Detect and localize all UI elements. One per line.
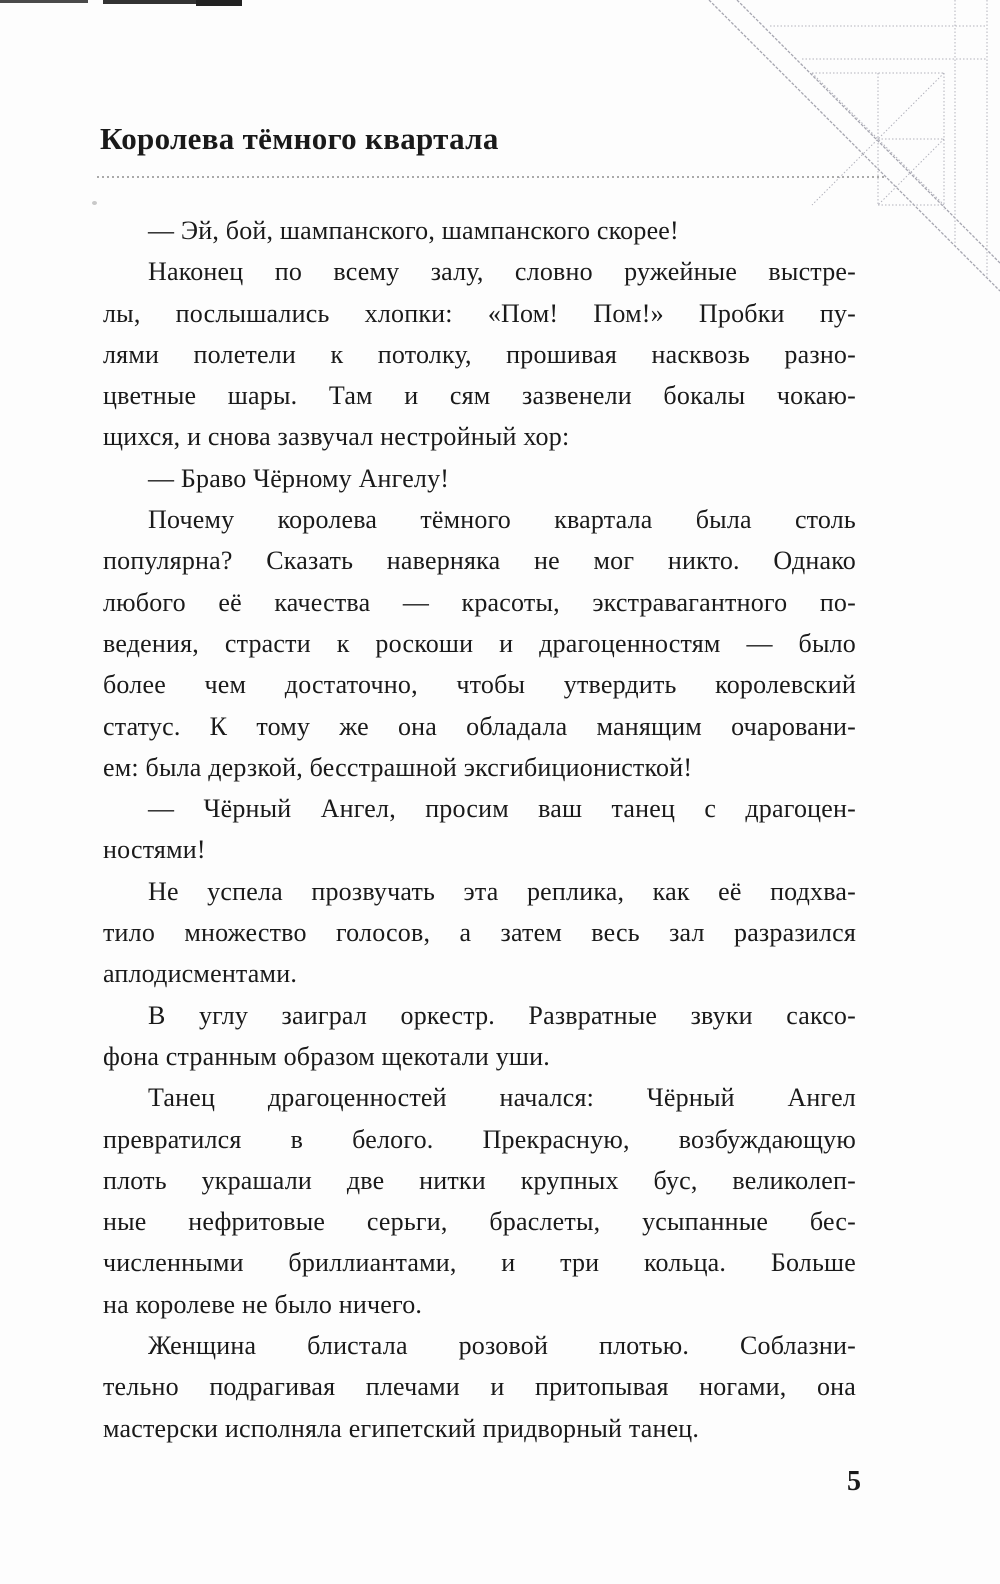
text-line: ем: была дерзкой, бесстрашной эксгибиционисткой! [103,752,693,782]
text-line: ные нефритовые серьги, браслеты, усыпанные бес- [103,1207,856,1237]
text-line: — Эй, бой, шампанского, шампанского скорее! [148,216,679,245]
text-line: мастерски исполняла египетский придворный танец. [103,1413,700,1443]
text-line: ностями! [103,835,206,865]
text-line: фона странным образом щекотали уши. [103,1041,550,1071]
scan-artifact-top-dark [196,0,242,6]
text-line: Почему королева тёмного квартала была столь [148,505,856,535]
text-line: Танец драгоценностей начался: Чёрный Ангел [148,1083,856,1113]
text-line: более чем достаточно, чтобы утвердить королевский [103,670,856,700]
text-line: тельно подрагивая плечами и притопывая ногами, она [103,1372,856,1402]
text-line: тило множество голосов, а затем весь зал разразился [103,918,856,948]
scan-speck [92,201,97,205]
text-line: численными бриллиантами, и три кольца. Больше [103,1248,856,1278]
page-number: 5 [847,1466,861,1497]
text-line: — Браво Чёрному Ангелу! [148,463,450,493]
text-line: любого её качества — красоты, экстравагантного по- [103,587,856,617]
text-line: цветные шары. Там и сям зазвенели бокалы чокаю- [103,381,856,411]
text-line: Наконец по всему залу, словно ружейные выстре- [148,257,856,287]
text-line: аплодисментами. [103,959,298,989]
text-line: В углу заиграл оркестр. Развратные звуки саксо- [148,1000,856,1030]
scan-artifact-top-left [0,0,88,3]
text-line: превратился в белого. Прекрасную, возбуждающую [103,1124,856,1154]
header-divider-rule [97,176,886,178]
text-line: — Чёрный Ангел, просим ваш танец с драгоцен- [148,794,856,824]
text-line: на королеве не было ничего. [103,1289,423,1319]
text-line: популярна? Сказать наверняка не мог никто. Однако [103,546,856,576]
text-line: щихся, и снова зазвучал нестройный хор: [103,422,570,452]
text-line: лы, послышались хлопки: «Пом! Пом!» Пробки пу- [103,298,856,328]
running-head-title: Королева тёмного квартала [100,121,499,156]
text-line: Женщина блистала розовой плотью. Соблазни- [148,1331,856,1361]
text-line: ведения, страсти к роскоши и драгоценностям — было [103,628,856,658]
body-text [103,210,856,1449]
text-line: лями полетели к потолку, прошивая насквозь разно- [103,339,856,369]
text-line: Не успела прозвучать эта реплика, как её подхва- [148,876,856,906]
text-line: плоть украшали две нитки крупных бус, великолеп- [103,1165,856,1195]
text-line: статус. К тому же она обладала манящим очаровани- [103,711,856,741]
